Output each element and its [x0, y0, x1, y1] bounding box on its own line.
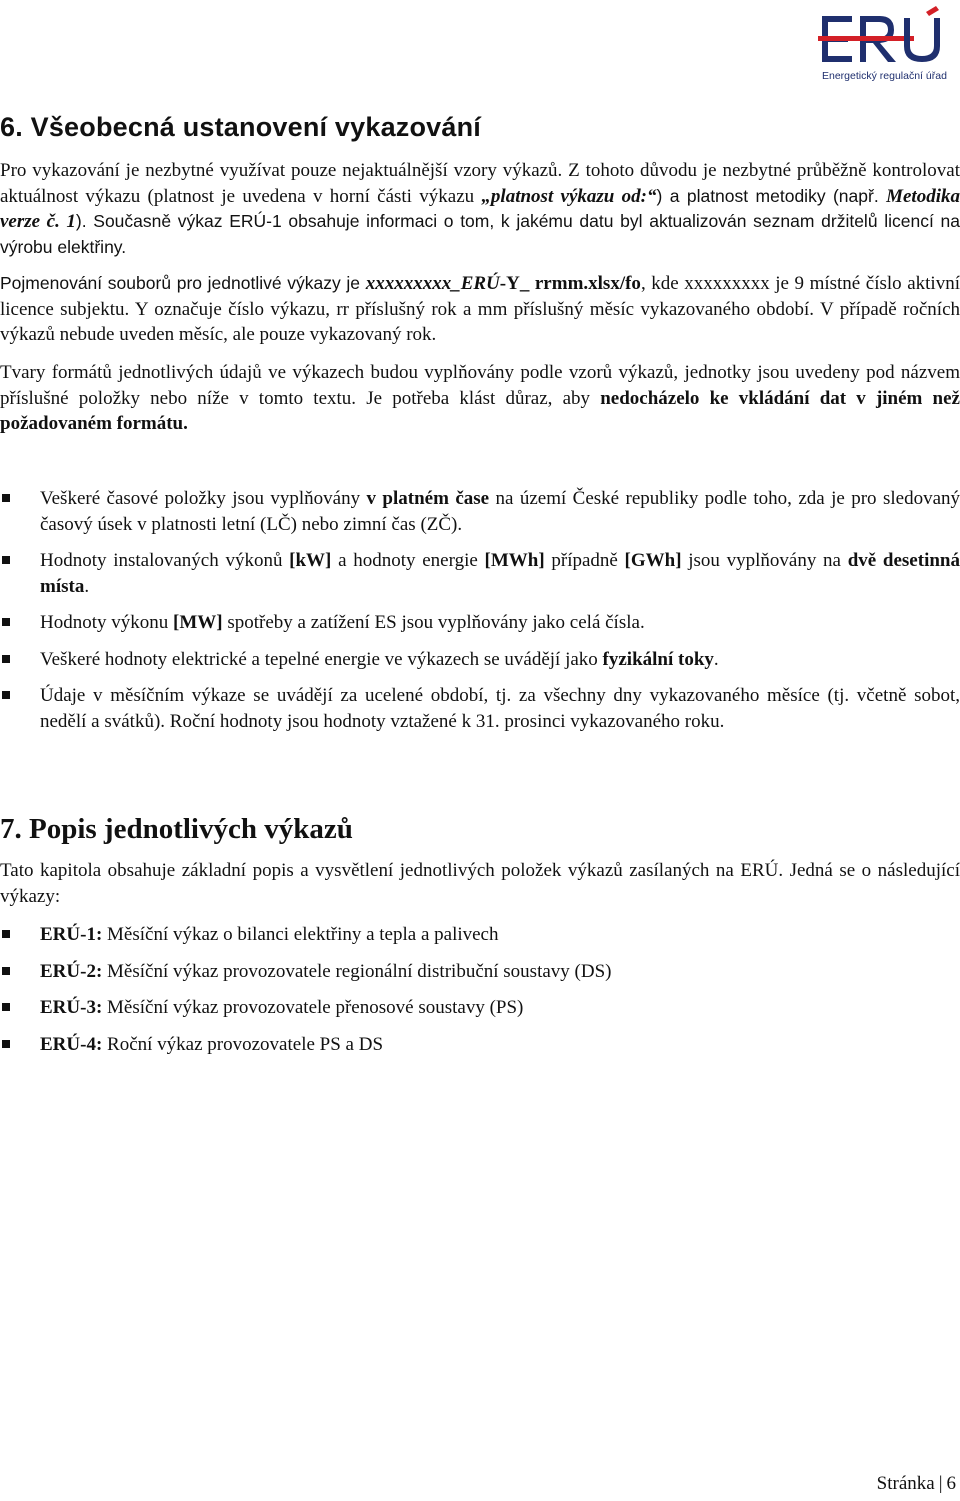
report-desc: Měsíční výkaz provozovatele přenosové soustavy (PS)	[102, 997, 524, 1018]
footer-separator: |	[938, 1473, 943, 1494]
list-item	[0, 1032, 960, 1058]
page-footer	[877, 1473, 956, 1495]
report-desc: Měsíční výkaz provozovatele regionální distribuční soustavy (DS)	[102, 960, 612, 982]
list-item: Veškeré časové položky jsou vyplňovány v platném čase na území České republiky podle toho, zda je pro sledovaný časový úsek v platnosti letní (LČ) nebo zimní čas (ZČ).	[0, 486, 960, 537]
list-item: Hodnoty instalovaných výkonů [kW] a hodnoty energie [MWh] případně [GWh] jsou vyplňovány na dvě desetinná místa.	[0, 548, 960, 599]
section-7-title: 7. Popis jednotlivých výkazů	[0, 813, 353, 845]
p1-emph-1: „platnost výkazu od:“	[481, 185, 657, 207]
p2-emph-1: xxxxxxxxx_ERÚ	[365, 273, 500, 294]
paragraph-intro: Tato kapitola obsahuje základní popis a vysvětlení jednotlivých položek výkazů zasílaných na ERÚ. Jedná se o následující výkazy:	[0, 860, 960, 907]
logo-subtitle: Energetický regulační úřad	[822, 70, 947, 82]
rules-list	[0, 486, 960, 734]
bullet-square-icon	[2, 655, 10, 663]
p1-text-3: ). Současně výkaz ERÚ-1 obsahuje informaci o tom, k jakému datu byl aktualizován seznam držitelů licencí na výrobu elektřiny.	[0, 211, 960, 258]
p1-text-2: ) a platnost metodiky (např.	[656, 185, 887, 206]
bullet-square-icon	[2, 930, 10, 938]
p3-text-1: Tvary formátů jednotlivých údajů ve výkazech budou vyplňovány podle vzorů výkazů, jednotky jsou uvedeny pod názvem příslušné položky nebo níže v tomto textu. Je potřeba klást důraz, aby	[0, 362, 960, 409]
eru-logo	[818, 6, 954, 86]
list-item	[0, 922, 960, 948]
report-code: ERÚ-3:	[40, 997, 103, 1018]
page-label: Stránka	[876, 1473, 935, 1494]
paragraph-filenames	[0, 271, 960, 348]
list-item: Veškeré hodnoty elektrické a tepelné energie ve výkazech se uvádějí jako fyzikální toky.	[0, 647, 960, 673]
p1-text-1: Pro vykazování je nezbytné využívat pouze nejaktuálnější vzory výkazů. Z tohoto důvodu je nezbytné průběžně kontrolovat aktuálnost výkazu (platnost je uvedena v horní části výkazu	[0, 160, 960, 207]
bullet-square-icon	[2, 1003, 10, 1011]
bullet-square-icon	[2, 1040, 10, 1048]
p2-text-2: , kde xxxxxxxxx je 9 místné číslo aktivní licence subjektu. Y označuje číslo výkazu, rr příslušný rok a mm příslušný měsíc vykazovaného období. V případě ročních výkazů nebude uveden měsíc, ale pouze vykazovaný rok.	[0, 273, 960, 346]
p3-emph-1: nedocházelo ke vkládání dat v jiném než požadovaném formátu.	[0, 387, 960, 435]
list-item	[0, 959, 960, 985]
list-item	[0, 995, 960, 1021]
bullet-square-icon	[2, 556, 10, 564]
paragraph-formats	[0, 360, 960, 437]
eru-logo-graphic	[818, 6, 954, 70]
report-code: ERÚ-2:	[40, 960, 103, 982]
report-desc: Roční výkaz provozovatele PS a DS	[102, 1033, 384, 1055]
paragraph-versions	[0, 158, 960, 261]
bullet-square-icon	[2, 967, 10, 975]
list-item: Hodnoty výkonu [MW] spotřeby a zatížení ES jsou vyplňovány jako celá čísla.	[0, 610, 960, 636]
report-desc: Měsíční výkaz o bilanci elektřiny a tepla a palivech	[102, 924, 499, 945]
report-code: ERÚ-1:	[40, 924, 103, 945]
bullet-square-icon	[2, 618, 10, 626]
p2-text-1: Pojmenování souborů pro jednotlivé výkazy je	[0, 273, 366, 293]
report-code: ERÚ-4:	[40, 1033, 103, 1055]
p2-emph-2: -Y_ rrmm.xlsx/fo	[499, 273, 641, 294]
reports-list	[0, 922, 960, 1057]
p1-emph-2: Metodika verze č. 1	[0, 185, 960, 233]
page-number: 6	[946, 1473, 956, 1494]
bullet-square-icon	[2, 494, 10, 502]
section-6-title: 6. Všeobecná ustanovení vykazování	[0, 112, 482, 142]
list-item: Údaje v měsíčním výkaze se uvádějí za ucelené období, tj. za všechny dny vykazovaného měsíce (tj. včetně sobot, nedělí a svátků). Roční hodnoty jsou hodnoty vztažené k 31. prosinci vykazovaného roku.	[0, 683, 960, 734]
bullet-square-icon	[2, 691, 10, 699]
